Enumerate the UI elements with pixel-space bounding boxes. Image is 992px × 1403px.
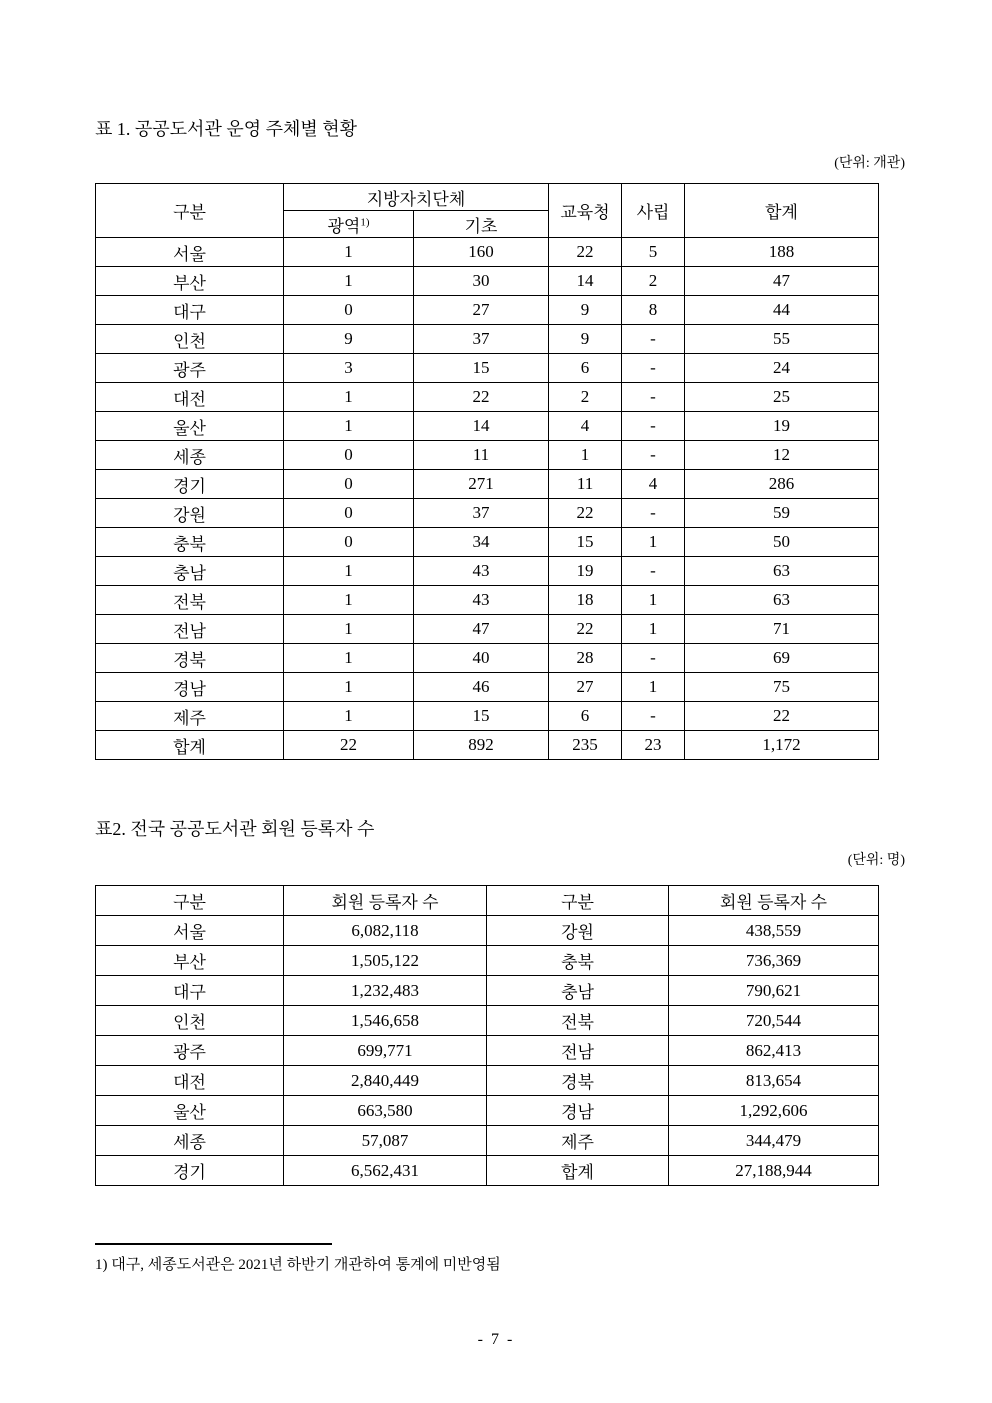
t1-header-metro bbox=[284, 211, 414, 238]
table1-title: 표 1. 공공도서관 운영 주체별 현황 bbox=[95, 119, 358, 139]
cell-basic: 43 bbox=[414, 557, 549, 586]
cell-total: 50 bbox=[685, 528, 879, 557]
cell-members: 1,505,122 bbox=[284, 946, 487, 976]
cell-edu: 14 bbox=[549, 267, 622, 296]
cell-edu: 27 bbox=[549, 673, 622, 702]
cell-region: 합계 bbox=[487, 1156, 669, 1186]
cell-region: 대구 bbox=[96, 976, 284, 1006]
table2-unit-note: (단위: 명) bbox=[847, 853, 905, 868]
cell-metro: 9 bbox=[284, 325, 414, 354]
cell-members: 27,188,944 bbox=[669, 1156, 879, 1186]
table-row bbox=[96, 267, 879, 296]
cell-metro: 1 bbox=[284, 586, 414, 615]
table-row bbox=[96, 412, 879, 441]
cell-total: 12 bbox=[685, 441, 879, 470]
cell-private: - bbox=[622, 354, 685, 383]
table2-title: 표2. 전국 공공도서관 회원 등록자 수 bbox=[95, 819, 375, 839]
table-row bbox=[96, 557, 879, 586]
cell-region: 경기 bbox=[96, 1156, 284, 1186]
cell-members: 1,546,658 bbox=[284, 1006, 487, 1036]
cell-edu: 1 bbox=[549, 441, 622, 470]
cell-total: 22 bbox=[685, 702, 879, 731]
cell-total: 55 bbox=[685, 325, 879, 354]
cell-metro: 1 bbox=[284, 673, 414, 702]
cell-total: 47 bbox=[685, 267, 879, 296]
cell-total: 63 bbox=[685, 557, 879, 586]
cell-members: 720,544 bbox=[669, 1006, 879, 1036]
cell-basic: 14 bbox=[414, 412, 549, 441]
cell-metro: 3 bbox=[284, 354, 414, 383]
t1-header-total: 합계 bbox=[685, 184, 879, 238]
cell-region: 강원 bbox=[487, 916, 669, 946]
page-number: - 7 - bbox=[477, 1331, 515, 1348]
cell-region: 충북 bbox=[96, 528, 284, 557]
t1-header-basic: 기초 bbox=[414, 211, 549, 238]
cell-metro: 1 bbox=[284, 383, 414, 412]
cell-region: 경기 bbox=[96, 470, 284, 499]
cell-metro: 0 bbox=[284, 470, 414, 499]
cell-basic: 11 bbox=[414, 441, 549, 470]
cell-private: 1 bbox=[622, 673, 685, 702]
cell-total: 75 bbox=[685, 673, 879, 702]
table-row bbox=[96, 673, 879, 702]
cell-region: 대전 bbox=[96, 383, 284, 412]
cell-members: 1,292,606 bbox=[669, 1096, 879, 1126]
cell-private: 23 bbox=[622, 731, 685, 760]
cell-edu: 19 bbox=[549, 557, 622, 586]
cell-private: - bbox=[622, 412, 685, 441]
cell-total: 188 bbox=[685, 238, 879, 267]
cell-private: - bbox=[622, 441, 685, 470]
t1-header-metro-label: 광역 bbox=[327, 216, 361, 236]
cell-edu: 2 bbox=[549, 383, 622, 412]
cell-metro: 1 bbox=[284, 238, 414, 267]
table-row bbox=[96, 499, 879, 528]
cell-basic: 271 bbox=[414, 470, 549, 499]
cell-region: 전북 bbox=[96, 586, 284, 615]
table-row-total bbox=[96, 731, 879, 760]
table-row bbox=[96, 441, 879, 470]
cell-region: 부산 bbox=[96, 267, 284, 296]
cell-metro: 0 bbox=[284, 296, 414, 325]
cell-total: 19 bbox=[685, 412, 879, 441]
cell-basic: 43 bbox=[414, 586, 549, 615]
cell-region: 울산 bbox=[96, 412, 284, 441]
cell-basic: 15 bbox=[414, 354, 549, 383]
cell-basic: 47 bbox=[414, 615, 549, 644]
table-row bbox=[96, 644, 879, 673]
cell-edu: 6 bbox=[549, 702, 622, 731]
cell-basic: 37 bbox=[414, 499, 549, 528]
table-row bbox=[96, 238, 879, 267]
cell-edu: 18 bbox=[549, 586, 622, 615]
table-row bbox=[96, 976, 879, 1006]
cell-private: - bbox=[622, 499, 685, 528]
cell-region: 합계 bbox=[96, 731, 284, 760]
cell-edu: 22 bbox=[549, 615, 622, 644]
cell-region: 부산 bbox=[96, 946, 284, 976]
table-row bbox=[96, 702, 879, 731]
cell-basic: 37 bbox=[414, 325, 549, 354]
cell-metro: 1 bbox=[284, 557, 414, 586]
cell-region: 세종 bbox=[96, 1126, 284, 1156]
t2-header-gubun-a: 구분 bbox=[96, 886, 284, 916]
cell-metro: 1 bbox=[284, 702, 414, 731]
cell-metro: 1 bbox=[284, 267, 414, 296]
cell-private: 8 bbox=[622, 296, 685, 325]
table-row bbox=[96, 615, 879, 644]
table-row bbox=[96, 1126, 879, 1156]
cell-total: 59 bbox=[685, 499, 879, 528]
cell-region: 세종 bbox=[96, 441, 284, 470]
cell-metro: 1 bbox=[284, 412, 414, 441]
cell-region: 울산 bbox=[96, 1096, 284, 1126]
cell-edu: 9 bbox=[549, 325, 622, 354]
cell-members: 344,479 bbox=[669, 1126, 879, 1156]
cell-region: 강원 bbox=[96, 499, 284, 528]
cell-private: - bbox=[622, 557, 685, 586]
cell-region: 경북 bbox=[487, 1066, 669, 1096]
table-row bbox=[96, 354, 879, 383]
cell-region: 제주 bbox=[487, 1126, 669, 1156]
cell-metro: 1 bbox=[284, 644, 414, 673]
table-row bbox=[96, 586, 879, 615]
cell-members: 699,771 bbox=[284, 1036, 487, 1066]
t1-header-local-gov: 지방자치단체 bbox=[284, 184, 549, 211]
cell-region: 충북 bbox=[487, 946, 669, 976]
cell-metro: 0 bbox=[284, 528, 414, 557]
cell-total: 1,172 bbox=[685, 731, 879, 760]
cell-private: 1 bbox=[622, 586, 685, 615]
cell-total: 286 bbox=[685, 470, 879, 499]
cell-private: - bbox=[622, 644, 685, 673]
cell-metro: 1 bbox=[284, 615, 414, 644]
cell-members: 1,232,483 bbox=[284, 976, 487, 1006]
footnote-ref-1: 1) bbox=[360, 215, 370, 228]
cell-region: 전북 bbox=[487, 1006, 669, 1036]
cell-edu: 22 bbox=[549, 499, 622, 528]
cell-private: 1 bbox=[622, 615, 685, 644]
cell-members: 6,082,118 bbox=[284, 916, 487, 946]
footnote-divider bbox=[95, 1243, 332, 1245]
cell-members: 790,621 bbox=[669, 976, 879, 1006]
cell-private: - bbox=[622, 702, 685, 731]
cell-members: 862,413 bbox=[669, 1036, 879, 1066]
cell-private: 2 bbox=[622, 267, 685, 296]
cell-basic: 160 bbox=[414, 238, 549, 267]
table-row bbox=[96, 1096, 879, 1126]
cell-region: 인천 bbox=[96, 1006, 284, 1036]
table-row bbox=[96, 1006, 879, 1036]
cell-total: 24 bbox=[685, 354, 879, 383]
cell-total: 69 bbox=[685, 644, 879, 673]
cell-edu: 6 bbox=[549, 354, 622, 383]
table-row bbox=[96, 916, 879, 946]
cell-metro: 22 bbox=[284, 731, 414, 760]
cell-basic: 15 bbox=[414, 702, 549, 731]
cell-basic: 46 bbox=[414, 673, 549, 702]
table-row bbox=[96, 383, 879, 412]
cell-edu: 15 bbox=[549, 528, 622, 557]
cell-region: 서울 bbox=[96, 238, 284, 267]
table1-library-operators bbox=[95, 183, 879, 760]
table-header-row bbox=[96, 184, 879, 211]
cell-basic: 22 bbox=[414, 383, 549, 412]
cell-edu: 4 bbox=[549, 412, 622, 441]
cell-basic: 30 bbox=[414, 267, 549, 296]
cell-basic: 27 bbox=[414, 296, 549, 325]
cell-total: 63 bbox=[685, 586, 879, 615]
cell-members: 2,840,449 bbox=[284, 1066, 487, 1096]
cell-region: 경남 bbox=[487, 1096, 669, 1126]
table-row bbox=[96, 1066, 879, 1096]
cell-private: 5 bbox=[622, 238, 685, 267]
cell-members: 438,559 bbox=[669, 916, 879, 946]
cell-basic: 892 bbox=[414, 731, 549, 760]
cell-total: 44 bbox=[685, 296, 879, 325]
cell-total: 71 bbox=[685, 615, 879, 644]
table-header-row bbox=[96, 886, 879, 916]
cell-basic: 34 bbox=[414, 528, 549, 557]
cell-members: 736,369 bbox=[669, 946, 879, 976]
cell-region: 제주 bbox=[96, 702, 284, 731]
table-row bbox=[96, 470, 879, 499]
t1-header-private: 사립 bbox=[622, 184, 685, 238]
cell-private: 4 bbox=[622, 470, 685, 499]
cell-region: 경남 bbox=[96, 673, 284, 702]
cell-region: 대구 bbox=[96, 296, 284, 325]
cell-region: 경북 bbox=[96, 644, 284, 673]
cell-region: 서울 bbox=[96, 916, 284, 946]
cell-edu: 9 bbox=[549, 296, 622, 325]
cell-region: 전남 bbox=[487, 1036, 669, 1066]
table-row bbox=[96, 296, 879, 325]
t1-header-edu-office: 교육청 bbox=[549, 184, 622, 238]
table-row bbox=[96, 1156, 879, 1186]
t2-header-members-a: 회원 등록자 수 bbox=[284, 886, 487, 916]
cell-members: 813,654 bbox=[669, 1066, 879, 1096]
cell-total: 25 bbox=[685, 383, 879, 412]
table-row bbox=[96, 325, 879, 354]
cell-region: 충남 bbox=[487, 976, 669, 1006]
cell-private: - bbox=[622, 383, 685, 412]
table2-member-registrations bbox=[95, 885, 879, 1186]
table-row bbox=[96, 528, 879, 557]
cell-metro: 0 bbox=[284, 499, 414, 528]
cell-edu: 11 bbox=[549, 470, 622, 499]
cell-edu: 235 bbox=[549, 731, 622, 760]
t2-header-gubun-b: 구분 bbox=[487, 886, 669, 916]
cell-members: 6,562,431 bbox=[284, 1156, 487, 1186]
cell-metro: 0 bbox=[284, 441, 414, 470]
cell-members: 57,087 bbox=[284, 1126, 487, 1156]
cell-members: 663,580 bbox=[284, 1096, 487, 1126]
t2-header-members-b: 회원 등록자 수 bbox=[669, 886, 879, 916]
cell-region: 인천 bbox=[96, 325, 284, 354]
table-row bbox=[96, 946, 879, 976]
cell-private: 1 bbox=[622, 528, 685, 557]
cell-basic: 40 bbox=[414, 644, 549, 673]
cell-region: 광주 bbox=[96, 354, 284, 383]
cell-edu: 22 bbox=[549, 238, 622, 267]
table-row bbox=[96, 1036, 879, 1066]
cell-edu: 28 bbox=[549, 644, 622, 673]
cell-region: 전남 bbox=[96, 615, 284, 644]
table1-unit-note: (단위: 개관) bbox=[834, 156, 905, 171]
cell-region: 광주 bbox=[96, 1036, 284, 1066]
cell-region: 대전 bbox=[96, 1066, 284, 1096]
t1-header-gubun: 구분 bbox=[96, 184, 284, 238]
cell-region: 충남 bbox=[96, 557, 284, 586]
cell-private: - bbox=[622, 325, 685, 354]
footnote: 1) 대구, 세종도서관은 2021년 하반기 개관하여 통계에 미반영됨 bbox=[95, 1257, 501, 1273]
